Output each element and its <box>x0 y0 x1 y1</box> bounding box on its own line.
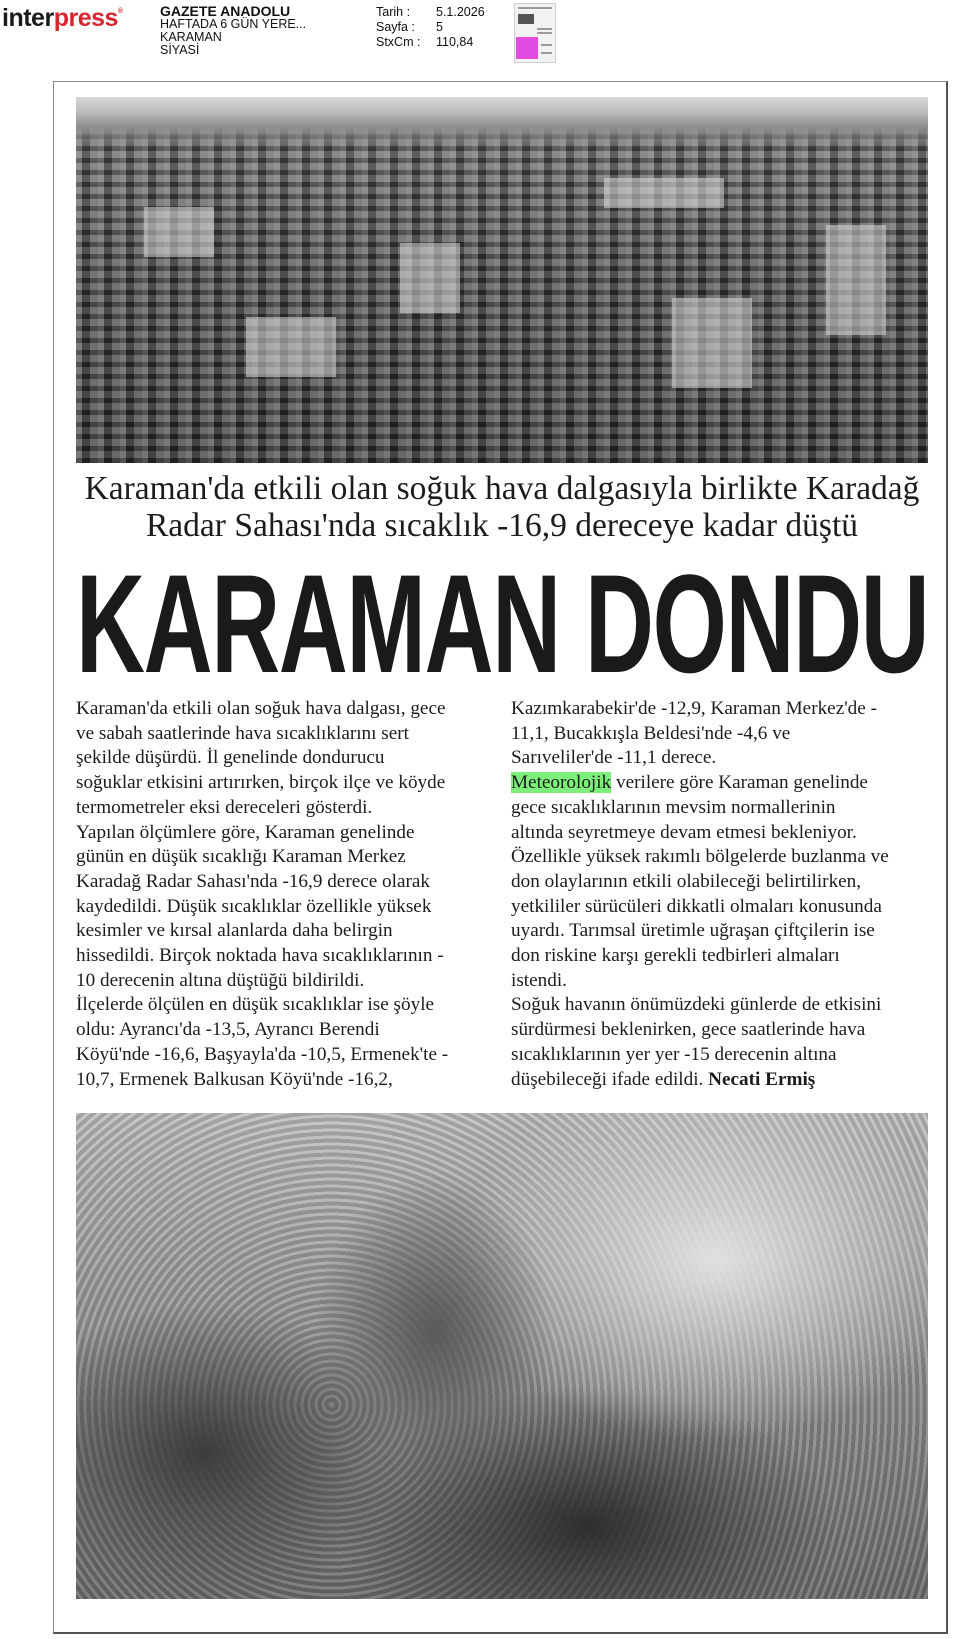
publication-subtitle: HAFTADA 6 GÜN YERE... <box>160 17 307 31</box>
publication-info <box>160 5 306 57</box>
body-line: don riskine karşı gerekli tedbirleri almaları <box>511 945 840 967</box>
article-column-right <box>511 697 927 1092</box>
body-text: düşebileceği ifade edildi. <box>511 1068 709 1090</box>
body-line: Soğuk havanın önümüzdeki günlerde de etkisini <box>511 994 882 1016</box>
body-line: sürdürmesi beklenirken, gece saatlerinde hava <box>511 1019 866 1041</box>
headline <box>76 562 928 684</box>
body-line: Yapılan ölçümlere göre, Karaman genelinde <box>76 821 415 843</box>
body-line: kesimler ve kırsal alanlarda daha belirgin <box>76 920 393 942</box>
body-line: istendi. <box>511 969 567 991</box>
meta-date <box>376 5 485 20</box>
body-line: ve sabah saatlerinde hava sıcaklıklarını sert <box>76 722 409 744</box>
body-line <box>511 771 927 796</box>
body-line: Karaman'da etkili olan soğuk hava dalgası, gece <box>76 698 446 719</box>
body-text: verilere göre Karaman genelinde <box>611 772 868 794</box>
meta-value: 5 <box>436 20 443 34</box>
body-line: kaydedildi. Düşük sıcaklıklar özellikle yüksek <box>76 895 432 917</box>
body-line: Özellikle yüksek rakımlı bölgelerde buzlanma ve <box>511 846 889 868</box>
body-line: yetkililer sürücüleri dikkatli olmaları konusunda <box>511 895 882 917</box>
body-line: uyardı. Tarımsal üretimle uğraşan çiftçilerin ise <box>511 920 875 942</box>
logo-part-inter: inter <box>2 4 54 32</box>
meta-stxcm <box>376 35 485 50</box>
body-line: Köyü'nde -16,6, Başyayla'da -10,5, Ermenek'te - <box>76 1043 449 1065</box>
body-line: Kazımkarabekir'de -12,9, Karaman Merkez'de - <box>511 698 877 719</box>
interpress-logo <box>2 4 123 33</box>
body-line: hissedildi. Birçok noktada hava sıcaklıklarının - <box>76 945 444 967</box>
meta-page <box>376 20 485 35</box>
body-line <box>511 1068 927 1093</box>
body-line: Karadağ Radar Sahası'nda -16,9 derece olarak <box>76 870 430 892</box>
highlighted-keyword: Meteorolojik <box>511 772 612 794</box>
body-line: don olaylarının etkili olabileceği belirtilirken, <box>511 870 862 892</box>
meta-label: Tarih : <box>376 5 411 19</box>
body-line: soğuklar etkisini artırırken, birçok ilçe ve köyde <box>76 772 446 794</box>
meta-value: 5.1.2026 <box>436 5 485 19</box>
page-thumbnail-icon[interactable] <box>514 3 556 63</box>
publication-city: KARAMAN <box>160 30 222 44</box>
meta-value: 110,84 <box>436 35 474 49</box>
body-line: gece sıcaklıklarının mevsim normallerinin <box>511 796 836 818</box>
body-line: sıcaklıklarının yer yer -15 derecenin altına <box>511 1043 837 1065</box>
body-line: İlçelerde ölçülen en düşük sıcaklıklar ise şöyle <box>76 994 435 1016</box>
headline-text: KARAMAN DONDU <box>76 562 928 684</box>
publication-category: SİYASİ <box>160 43 200 57</box>
city-aerial-photo <box>76 97 928 463</box>
thumbnail-highlight <box>516 37 538 59</box>
body-line: altında seyretmeye devam etmesi bekleniyor. <box>511 821 857 843</box>
deck-line-2: Radar Sahası'nda sıcaklık -16,9 dereceye kadar düştü <box>145 507 859 544</box>
frosted-window-photo <box>76 1113 928 1599</box>
publication-title: GAZETE ANADOLU <box>160 3 291 19</box>
body-line: Sarıveliler'de -11,1 derece. <box>511 747 717 769</box>
body-line: 10 derecenin altına düştüğü bildirildi. <box>76 969 365 991</box>
body-line: 11,1, Bucakkışla Beldesi'nde -4,6 ve <box>511 722 791 744</box>
article-column-left <box>76 697 480 1092</box>
body-line: 10,7, Ermenek Balkusan Köyü'nde -16,2, <box>76 1068 393 1090</box>
body-line: termometreler eksi dereceleri gösterdi. <box>76 796 373 818</box>
logo-registered-mark: ® <box>117 8 123 15</box>
meta-label: Sayfa : <box>376 20 415 34</box>
body-line: günün en düşük sıcaklığı Karaman Merkez <box>76 846 406 868</box>
body-line: şekilde düşürdü. İl genelinde dondurucu <box>76 747 385 769</box>
byline: Necati Ermiş <box>708 1068 816 1090</box>
meta-label: StxCm : <box>376 35 421 49</box>
body-line: oldu: Ayrancı'da -13,5, Ayrancı Berendi <box>76 1019 380 1041</box>
clipping-meta <box>376 5 485 50</box>
logo-part-press: press <box>53 4 118 32</box>
deck-line-1: Karaman'da etkili olan soğuk hava dalgasıyla birlikte Karadağ <box>84 470 920 507</box>
